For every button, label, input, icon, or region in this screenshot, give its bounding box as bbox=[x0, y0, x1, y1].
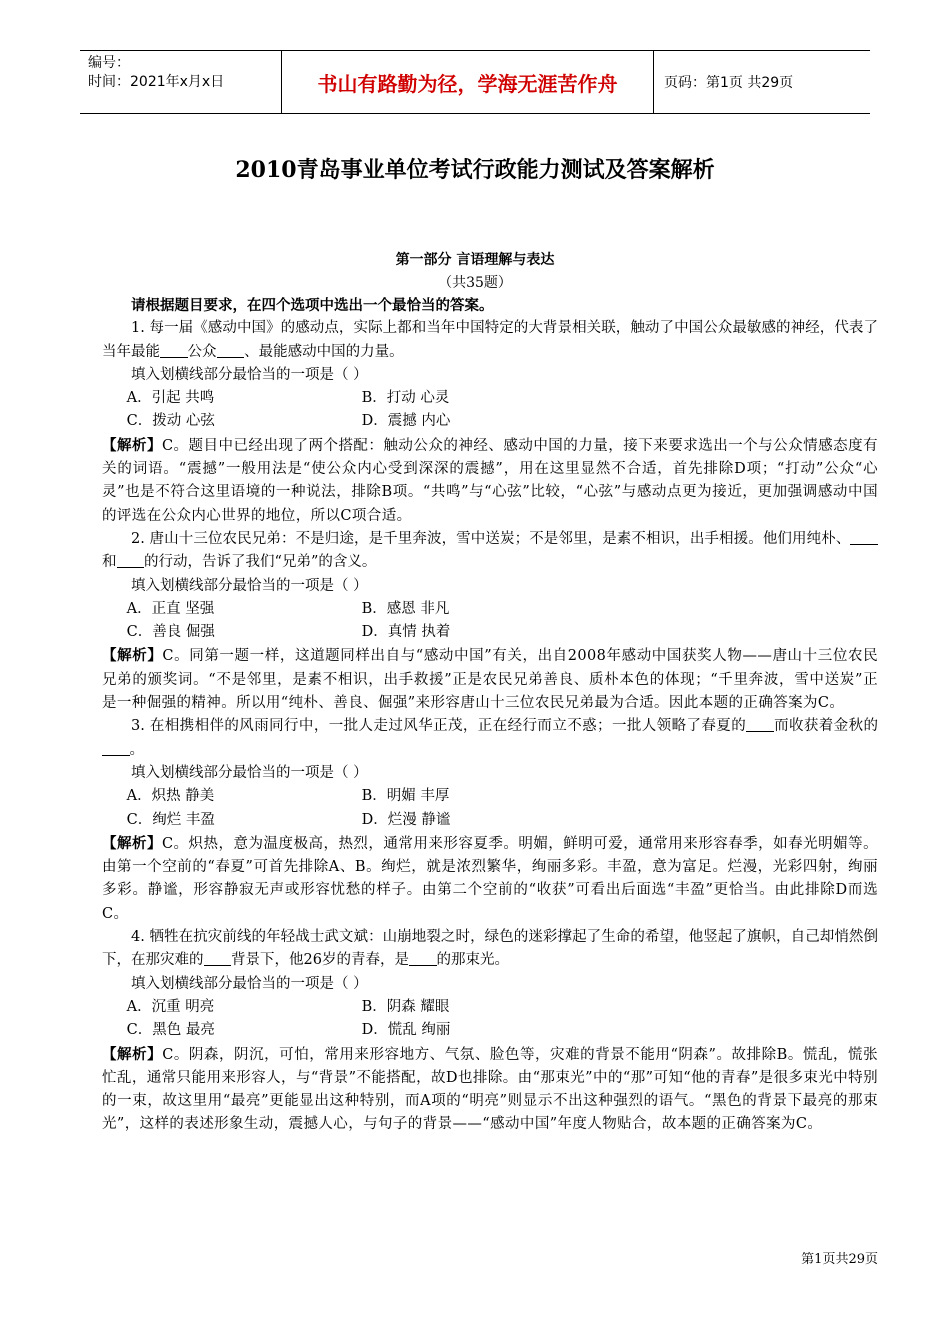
options-row bbox=[102, 598, 878, 621]
blank bbox=[850, 529, 878, 545]
question-prompt: 填入划横线部分最恰当的一项是（ ） bbox=[131, 577, 368, 594]
options-row bbox=[102, 809, 878, 832]
analysis-tag: 【解析】 bbox=[102, 834, 162, 852]
option-d: D．震撼 内心 bbox=[361, 413, 451, 430]
time-label: 时间：2021年x月x日 bbox=[88, 74, 225, 90]
header-meta bbox=[80, 51, 282, 113]
blank bbox=[102, 740, 130, 756]
number-label: 编号： bbox=[88, 55, 130, 71]
option-b: B．阴森 耀眼 bbox=[361, 998, 450, 1015]
document-title: 2010青岛事业单位考试行政能力测试及答案解析 bbox=[235, 157, 715, 183]
options-row bbox=[102, 1019, 878, 1042]
options-row bbox=[102, 621, 878, 644]
analysis-tag: 【解析】 bbox=[102, 436, 162, 454]
option-c: C．善良 倔强 bbox=[126, 624, 215, 641]
options-row bbox=[102, 410, 878, 433]
option-a: A．引起 共鸣 bbox=[126, 390, 215, 407]
options-row bbox=[102, 785, 878, 808]
analysis: 【解析】C。同第一题一样，这道题同样出自与“感动中国”有关，出自2008年感动中国获奖人物——唐山十三位农民兄弟的颁奖词。“不是邻里，是素不相识，出手救援”正是农民兄弟善良、质朴本色的体现；“千里奔波，雪中送炭”正是一种倔强的精神。所以用“纯朴、善良、倔强”来形容唐山十三位农民兄弟最为合适。因此本题的正确答案为C。 bbox=[102, 647, 878, 712]
question-prompt: 填入划横线部分最恰当的一项是（ ） bbox=[131, 764, 368, 781]
option-c: C．黑色 最亮 bbox=[126, 1022, 215, 1039]
page-footer: 第1页共29页 bbox=[801, 1252, 878, 1267]
option-d: D．慌乱 绚丽 bbox=[361, 1022, 451, 1039]
analysis-tag: 【解析】 bbox=[102, 647, 163, 665]
document-body bbox=[102, 294, 878, 1137]
option-d: D．真情 执着 bbox=[361, 624, 451, 641]
header-page-info: 页码：第1页 共29页 bbox=[664, 75, 794, 91]
question-stem: 4. 牺牲在抗灾前线的年轻战士武文斌：山崩地裂之时，绿色的迷彩撑起了生命的希望，他竖起了旗帜，自己却悄然倒下，在那灾难的 背景下，他26岁的青春，是 的那束光。 bbox=[102, 929, 878, 969]
header-table bbox=[80, 50, 870, 114]
section-count: （共35题） bbox=[438, 275, 512, 291]
blank bbox=[217, 342, 245, 358]
analysis: 【解析】C。题目中已经出现了两个搭配：触动公众的神经、感动中国的力量，接下来要求选出一个与公众情感态度有关的词语。“震撼”一般用法是“使公众内心受到深深的震撼”，用在这里显然不合适，首先排除D项；“打动”公众“心灵”也是不符合这里语境的一种说法，排除B项。“共鸣”与“心弦”比较，“心弦”与感动点更为接近，更加强调感动中国的评选在公众内心世界的地位，所以C项合适。 bbox=[102, 436, 878, 524]
blank bbox=[204, 951, 232, 967]
options-row bbox=[102, 387, 878, 410]
blank bbox=[160, 342, 188, 358]
option-a: A．炽热 静美 bbox=[126, 788, 215, 805]
blank bbox=[117, 553, 145, 569]
analysis: 【解析】C。炽热，意为温度极高，热烈，通常用来形容夏季。明媚，鲜明可爱，通常用来形容春季，如春光明媚等。由第一个空前的“春夏”可首先排除A、B。绚烂，就是浓烈繁华，绚丽多彩。丰盈，意为富足。烂漫，光彩四射，绚丽多彩。静谧，形容静寂无声或形容忧愁的样子。由第二个空前的“收获”可看出后面选“丰盈”更恰当。由此排除D而选C。 bbox=[102, 834, 878, 922]
analysis: 【解析】C。阴森，阴沉，可怕，常用来形容地方、气氛、脸色等，灾难的背景不能用“阴森”。故排除B。慌乱，慌张忙乱，通常只能用来形容人，与“背景”不能搭配，故D也排除。由“那束光”中的“那”可知“他的青春”是很多束光中特别的一束，故这里用“最亮”更能显出这种特别，而A项的“明亮”则显示不出这种强烈的语气。“黑色的背景下最亮的那束光”，这样的表述形象生动，震撼人心，与句子的背景——“感动中国”年度人物贴合，故本题的正确答案为C。 bbox=[102, 1045, 878, 1133]
option-b: B．感恩 非凡 bbox=[361, 600, 450, 617]
option-b: B．明媚 丰厚 bbox=[361, 788, 450, 805]
options-row bbox=[102, 996, 878, 1019]
option-c: C．绚烂 丰盈 bbox=[126, 811, 215, 828]
blank bbox=[409, 951, 437, 967]
option-a: A．沉重 明亮 bbox=[126, 998, 215, 1015]
analysis-tag: 【解析】 bbox=[102, 1045, 163, 1063]
blank bbox=[746, 717, 774, 733]
option-c: C．拨动 心弦 bbox=[126, 413, 215, 430]
question-prompt: 填入划横线部分最恰当的一项是（ ） bbox=[131, 366, 368, 383]
option-b: B．打动 心灵 bbox=[361, 390, 450, 407]
option-a: A．正直 坚强 bbox=[126, 600, 215, 617]
option-d: D．烂漫 静谧 bbox=[361, 811, 451, 828]
question-stem: 1. 每一届《感动中国》的感动点，实际上都和当年中国特定的大背景相关联，触动了中国公众最敏感的神经，代表了当年最能 公众 、最能感动中国的力量。 bbox=[102, 320, 878, 360]
instruction: 请根据题目要求，在四个选项中选出一个最恰当的答案。 bbox=[131, 297, 494, 314]
question-prompt: 填入划横线部分最恰当的一项是（ ） bbox=[131, 975, 368, 992]
header-motto: 书山有路勤为径，学海无涯苦作舟 bbox=[282, 51, 654, 113]
section-title: 第一部分 言语理解与表达 bbox=[395, 252, 555, 268]
question-stem: 2. 唐山十三位农民兄弟：不是归途，是千里奔波，雪中送炭；不是邻里，是素不相识，出手相援。他们用纯朴、和 的行动，告诉了我们“兄弟”的含义。 bbox=[102, 528, 878, 575]
question-stem: 3. 在相携相伴的风雨同行中，一批人走过风华正茂，正在经行而立不惑；一批人领略了春夏的 而收获着金秋的。 bbox=[102, 715, 878, 762]
